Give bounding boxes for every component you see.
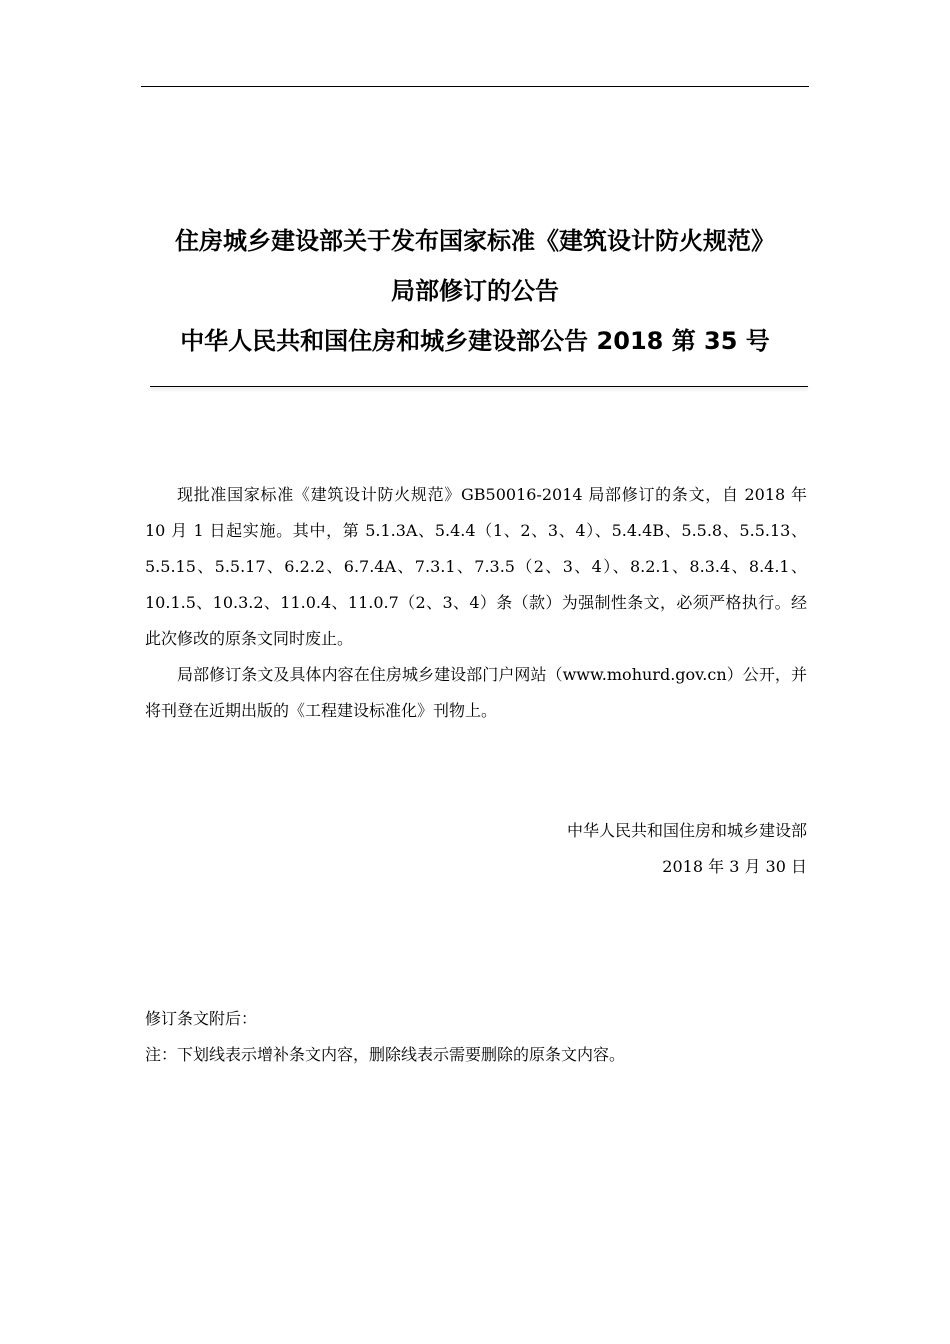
appendix-note: 注：下划线表示增补条文内容，删除线表示需要删除的原条文内容。: [145, 1045, 626, 1064]
issuer-name: 中华人民共和国住房和城乡建设部: [566, 821, 807, 840]
announcement-title: [141, 216, 809, 366]
title-line-2: 局部修订的公告: [391, 277, 559, 305]
title-divider: [150, 386, 808, 387]
title-line-3: 中华人民共和国住房和城乡建设部公告 2018 第 35 号: [180, 327, 770, 355]
header-rule: [141, 86, 809, 87]
issue-date: 2018 年 3 月 30 日: [662, 857, 807, 876]
appendix-block: [145, 1001, 807, 1073]
title-line-1: 住房城乡建设部关于发布国家标准《建筑设计防火规范》: [175, 227, 775, 255]
signature-block: [567, 813, 807, 885]
body-paragraph-1: 现批准国家标准《建筑设计防火规范》GB50016-2014 局部修订的条文，自 2018 年 10 月 1 日起实施。其中，第 5.1.3A、5.4.4（1、2、3、4）、5.4.4B、5.5.8、5.5.13、5.5.15、5.5.17、6.2.2、6.7.4A、7.3.1、7.3.5（2、3、4）、8.2.1、8.3.4、8.4.1、10.1.5、10.3.2、11.0.4、11.0.7（2、3、4）条（款）为强制性条文，必须严格执行。经此次修改的原条文同时废止。: [145, 485, 807, 648]
appendix-heading: 修订条文附后：: [145, 1009, 258, 1028]
body-paragraph-2: 局部修订条文及具体内容在住房城乡建设部门户网站（www.mohurd.gov.cn）公开，并将刊登在近期出版的《工程建设标准化》刊物上。: [145, 665, 807, 720]
announcement-body: [145, 477, 807, 729]
